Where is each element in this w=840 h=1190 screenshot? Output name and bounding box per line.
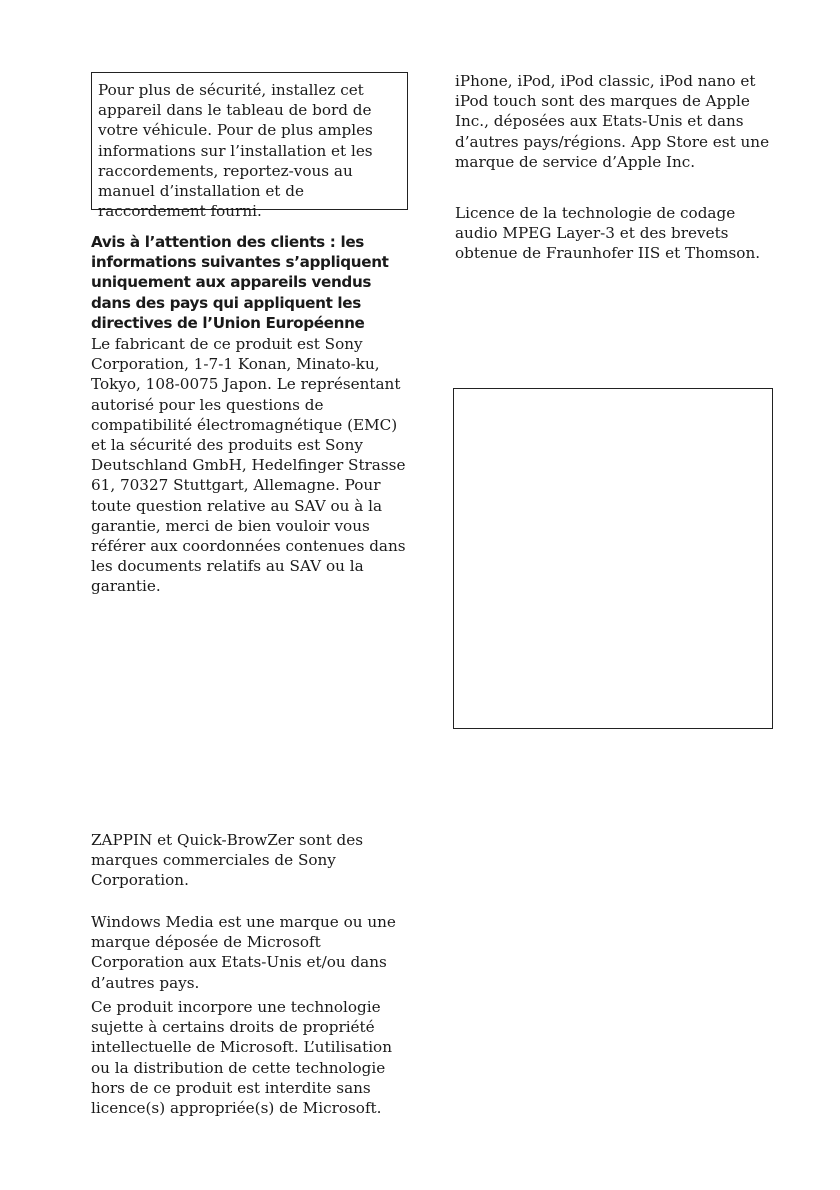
eu-notice-heading: Avis à l’attention des clients : les informations suivantes s’appliquent uniquement aux appareils vendus dans des pays qui appliquent les directives de l’Union Européenne	[91, 233, 389, 332]
windows-media-trademark-text: Windows Media est une marque ou une marque déposée de Microsoft Corporation aux Etats-Unis et/ou dans d’autres pays.	[91, 913, 396, 992]
microsoft-ip-notice-text: Ce produit incorpore une technologie sujette à certains droits de propriété intellectuelle de Microsoft. L’utilisation ou la distribution de cette technologie hors de ce produit est interdite sans licence(s) appropriée(s) de Microsoft.	[91, 998, 392, 1118]
eu-notice-body: Le fabricant de ce produit est Sony Corporation, 1-7-1 Konan, Minato-ku, Tokyo, 108-0075 Japon. Le représentant autorisé pour les questions de compatibilité électromagnétique (EMC) et la sécurité des produits est Sony Deutschland GmbH, Hedelfinger Strasse 61, 70327 Stuttgart, Allemagne. Pour toute question relative au SAV ou à la garantie, merci de bien vouloir vous référer aux coordonnées contenues dans les documents relatifs au SAV ou la garantie.	[91, 335, 406, 596]
zappin-trademark-text: ZAPPIN et Quick-BrowZer sont des marques commerciales de Sony Corporation.	[91, 831, 364, 890]
mpeg-license-text: Licence de la technologie de codage audio MPEG Layer-3 et des brevets obtenue de Fraunhofer IIS et Thomson.	[455, 204, 761, 263]
empty-frame-box	[453, 388, 773, 729]
installation-notice-box	[91, 72, 408, 221]
apple-trademark-text: iPhone, iPod, iPod classic, iPod nano et iPod touch sont des marques de Apple Inc., déposées aux Etats-Unis et dans d’autres pays/régions. App Store est une marque de service d’Apple Inc.	[455, 72, 770, 171]
installation-notice-text: Pour plus de sécurité, installez cet appareil dans le tableau de bord de votre véhicule. Pour de plus amples informations sur l’installation et les raccordements, reportez-vous au manuel d’installation et de raccordement fourni.	[98, 81, 373, 221]
